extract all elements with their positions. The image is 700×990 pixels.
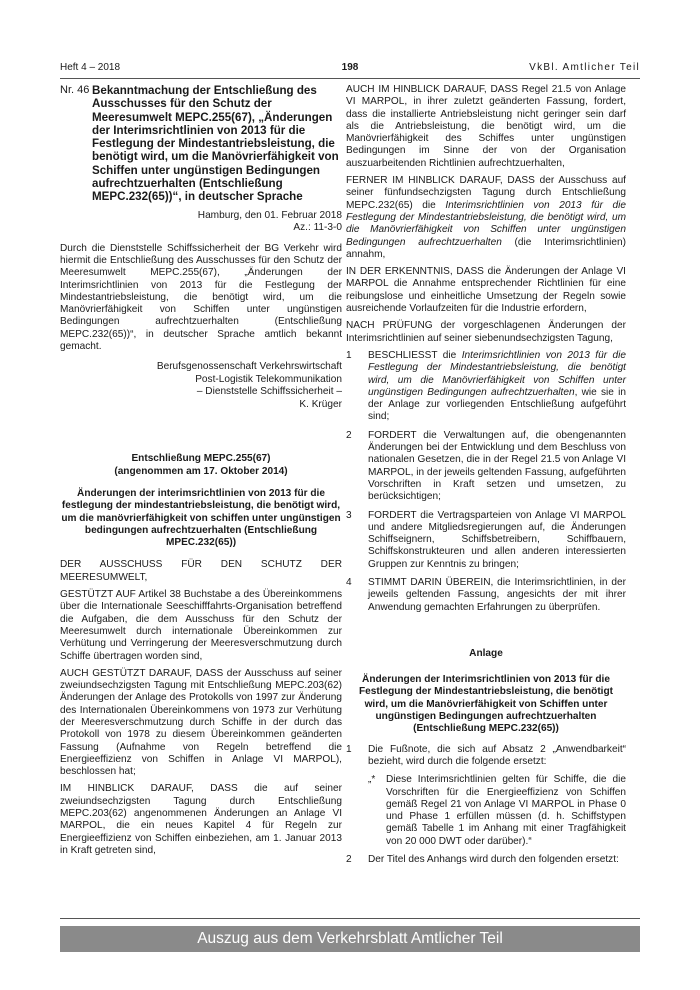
annex-heading: Anlage: [469, 647, 503, 659]
notice-number: Nr. 46: [60, 84, 90, 96]
journal-name: VkBl. Amtlicher Teil: [529, 62, 640, 73]
preamble-paragraph: AUCH GESTÜTZT DARAUF, DASS der Ausschuss auf seiner zweiundsechzigsten Tagung mit Entschließung MEPC.203(62) Änderungen der Anlage des Protokolls von 1997 zur Änderung des Internationalen Übereinkommens von 1973 zur Verhütung der Meeresverschmutzung durch Schiffe in der durch das Protokoll von 1978 zu diesem Übereinkommen geänderten Fassung (Aufnahme von Regeln betreffend die Energieeffizienz von Schiffen in Anlage VI MARPOL), beschlossen hat;: [60, 667, 342, 778]
resolution-title: Änderungen der interimsrichtlinien von 2013 für die festlegung der mindestantriebsleistung, die benötigt wird, um die manövrierfähigkeit von schiffen unter ungünstigen bedingungen aufrechtzuerhalten (Entschließung MPEC.232(65)): [61, 487, 341, 549]
preamble-ferner: FERNER IM HINBLICK DARAUF, DASS der Ausschuss auf seiner fünfundsechzigsten Tagung durch Entschließung MEPC.232(65) die Interimsrichtlinien von 2013 für die Festlegung der Mindestantriebsleistung, die benötigt wird, um die Manövrierfähigkeit von Schiffen unter ungünstigen Bedingungen aufrechtzuerhalten (die Interimsrichtlinien) annahm,: [346, 175, 626, 260]
signature-line-3: – Dienststelle Schiffssicherheit –: [196, 386, 342, 398]
signature-line-2: Post-Logistik Telekommunikation: [195, 373, 342, 385]
operative-item: 4 STIMMT DARIN ÜBEREIN, die Interimsrichtlinien, in der jeweils geltenden Fassung, angesichts der mit ihrer Anwendung gemachten Erfahrungen zu überprüfen.: [346, 576, 626, 613]
preamble-pruefung: NACH PRÜFUNG der vorgeschlagenen Änderungen der Interimsrichtlinien auf seiner siebenundsechzigsten Tagung,: [346, 320, 626, 344]
preamble-paragraph: IM HINBLICK DARAUF, DASS die auf seiner zweiundsechzigsten Tagung durch Entschließung MEPC.203(62) angenommenen Änderungen an Anlage VI MARPOL, die ein neues Kapitel 4 für Regeln zur Energieeffizienz von Schiffen einbeziehen, am 1. Januar 2013 in Kraft getreten sind,: [60, 783, 342, 856]
footer-rule: [60, 918, 640, 919]
notice-heading: [60, 84, 342, 204]
operative-list: [346, 350, 626, 614]
header-rule: [60, 78, 640, 79]
place-date-block: [60, 210, 342, 235]
operative-item: 3 FORDERT die Vertragsparteien von Anlage VI MARPOL und andere Mitgliedsregierungen auf, die Änderungen Schiffseignern, Schiffsbetreibern, Schiffbauern, Schiffskonstrukteuren und allen anderen interessierten Gruppen zur Kenntnis zu bringen;: [346, 509, 626, 570]
left-column: [60, 84, 342, 862]
place-date: Hamburg, den 01. Februar 2018: [197, 209, 342, 221]
signature-name: K. Krüger: [299, 398, 342, 410]
signature-line-1: Berufsgenossenschaft Verkehrswirtschaft: [156, 361, 342, 373]
preamble-paragraph: AUCH IM HINBLICK DARAUF, DASS Regel 21.5 von Anlage VI MARPOL, in ihrer zuletzt geänderten Fassung, fordert, dass die installierte Antriebsleistung nicht geringer sein darf als die Antriebsleistung, die benötigt wird, um die Manövrierfähigkeit des Schiffes unter ungünstigen Bedingungen im Sinne der von der Organisation auszuarbeitenden Richtlinien aufrechtzuerhalten,: [346, 84, 626, 169]
resolution-heading: [60, 453, 342, 478]
annex-item: 1 Die Fußnote, die sich auf Absatz 2 „Anwendbarkeit“ bezieht, wird durch die folgende ersetzt:: [346, 743, 626, 767]
operative-item: 1 BESCHLIESST die Interimsrichtlinien von 2013 für die Festlegung der Mindestantriebsleistung, die benötigt wird, um die Manövrierfähigkeit von Schiffen unter ungünstigen Bedingungen aufrechtzuerhalten, wie sie in der Anlage zur vorliegenden Entschließung aufgeführt sind;: [346, 349, 627, 423]
page-header: [60, 62, 640, 76]
page-number: 198: [341, 62, 359, 73]
annex-item: 2 Der Titel des Anhangs wird durch den folgenden ersetzt:: [346, 854, 619, 866]
preamble-paragraph: GESTÜTZT AUF Artikel 38 Buchstabe a des Übereinkommens über die Internationale Seeschifffahrts-Organisation betreffend die Aufgaben, die dem Ausschuss für den Schutz der Meeresumwelt durch internationale Übereinkommen zur Verhütung und Verringerung der Meeresverschmutzung durch Schiffe übertragen worden sind,: [60, 589, 342, 662]
right-column: [346, 84, 626, 872]
annex-footnote-quote: „* Diese Interimsrichtlinien gelten für Schiffe, die die Vorschriften für die Energieeffizienz von Schiffen gemäß Regel 21 von Anlage VI MARPOL in Phase 0 und Phase 1 erfüllen müssen (d. h. Schiffstypen gemäß Tabelle 1 im Anhang mit einer Tragfähigkeit von 20 000 DWT oder darüber).“: [368, 774, 626, 847]
resolution-number: Entschließung MEPC.255(67): [131, 453, 271, 465]
preamble-paragraph: DER AUSSCHUSS FÜR DEN SCHUTZ DER MEERESUMWELT,: [60, 559, 342, 583]
footer-banner: Auszug aus dem Verkehrsblatt Amtlicher Teil: [60, 926, 640, 952]
notice-intro: Durch die Dienststelle Schiffssicherheit der BG Verkehr wird hiermit die Entschließung des Ausschusses für den Schutz der Meeresumwelt MEPC.255(67), „Änderungen der Interimsrichtlinien von 2013 für die Festlegung der Mindestantriebsleistung, die benötigt wird, um die Manövrierfähigkeit von Schiffen unter ungünstigen Bedingungen aufrechtzuerhalten (Entschließung MEPC.232(65))“, in deutscher Sprache amtlich bekannt gemacht.: [60, 242, 342, 353]
signature-block: [60, 361, 342, 411]
annex-title: Änderungen der Interimsrichtlinien von 2013 für die Festlegung der Mindestantriebsleistung, die benötigt wird, um die Manövrierfähigkeit von Schiffen unter ungünstigen Bedingungen aufrechtzuerhalten (Entschließung MEPC.232(65)): [358, 674, 614, 735]
operative-item: 2 FORDERT die Verwaltungen auf, die obengenannten Änderungen bei der Entwicklung und dem Beschluss von nationalen Gesetzen, die in der Regel 21.5 von Anlage VI MARPOL, in der jeweils geltenden Fassung, aufgeführten Vorschriften in Kraft setzen und umsetzen, zu berücksichtigen;: [346, 429, 626, 503]
reference-number: Az.: 11-3-0: [293, 222, 342, 234]
preamble-erkenntnis: IN DER ERKENNTNIS, DASS die Änderungen der Anlage VI MARPOL die Annahme entsprechender Richtlinien für eine reibungslose und einheitliche Umsetzung der Regeln sowie ausreichende Vorlaufzeiten für die Industrie erfordern,: [346, 266, 626, 315]
notice-title: Bekanntmachung der Entschließung des Ausschusses für den Schutz der Meeresumwelt MEPC.255(67), „Änderungen der Interimsrichtlinien von 2013 für die Festlegung der Mindestantriebsleistung, die benötigt wird, um die Manövrierfähigkeit von Schiffen unter ungünstigen Bedingungen aufrechtzuerhalten (Entschließung MEPC.232(65))“, in deutscher Sprache: [92, 84, 339, 204]
resolution-adopted: (angenommen am 17. Oktober 2014): [114, 465, 288, 477]
issue-label: Heft 4 – 2018: [60, 62, 121, 73]
